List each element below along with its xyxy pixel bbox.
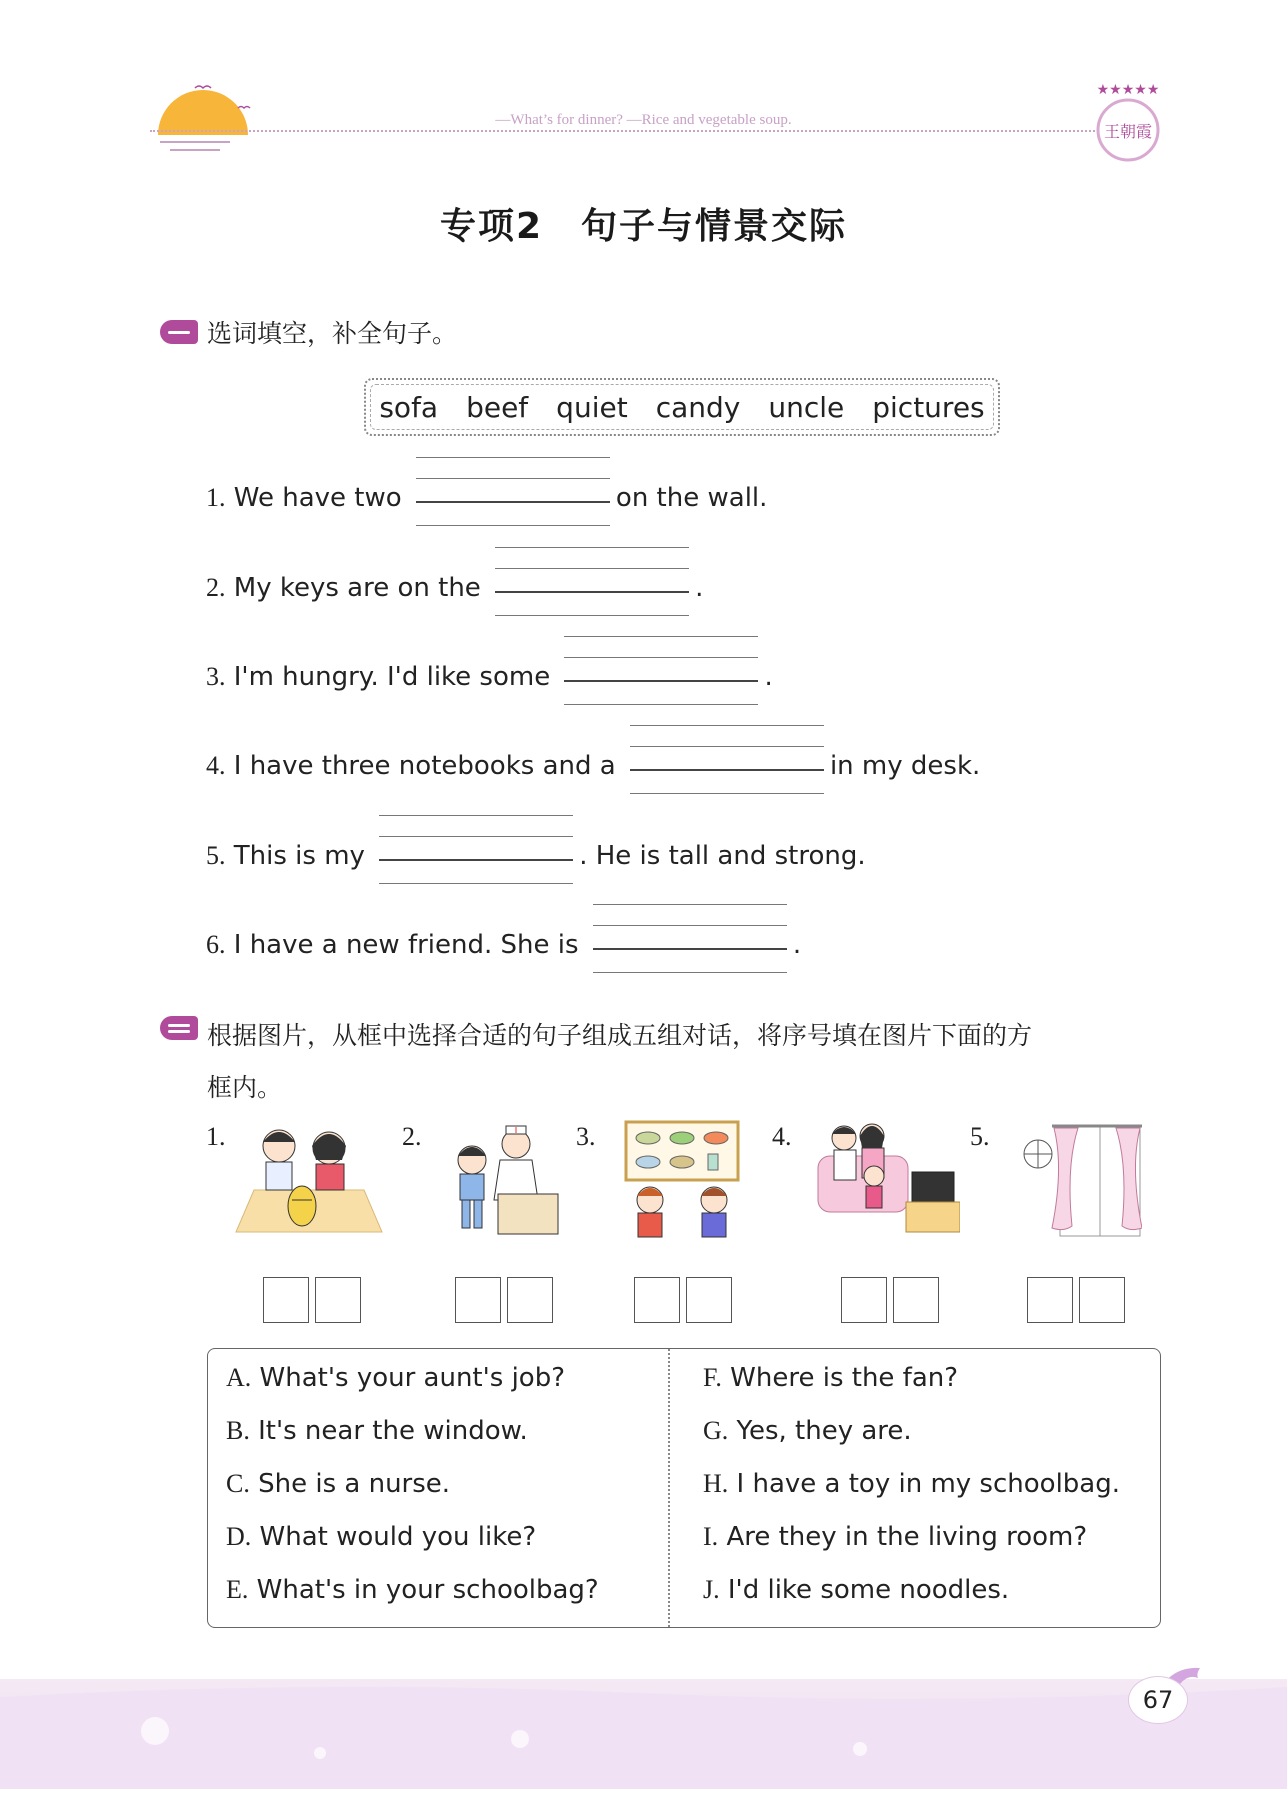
picture-number: 2. <box>402 1122 422 1151</box>
option-text: Yes, they are. <box>736 1416 912 1446</box>
sentence-4 <box>206 746 980 786</box>
sentence-text-before: This is my <box>233 841 365 871</box>
sentence-text-after: . <box>695 573 704 603</box>
sentence-number: 2. <box>206 573 226 602</box>
sentence-3 <box>206 657 773 697</box>
section-one-heading: 选词填空，补全句子。 <box>207 319 458 348</box>
answer-blank[interactable] <box>379 837 573 877</box>
sentence-text-before: We have two <box>233 483 402 513</box>
answer-boxes-2 <box>455 1277 553 1323</box>
answer-box[interactable] <box>1027 1277 1073 1323</box>
section-two-heading-line: 框内。 <box>207 1073 283 1102</box>
option-letter: I. <box>703 1522 719 1551</box>
option-b <box>226 1416 528 1446</box>
option-text: What would you like? <box>259 1522 537 1552</box>
word-bank-item: candy <box>655 390 741 424</box>
option-g <box>703 1416 912 1446</box>
answer-box[interactable] <box>455 1277 501 1323</box>
sentence-text-after: on the wall. <box>615 483 768 513</box>
option-letter: J. <box>703 1575 720 1604</box>
option-h <box>703 1469 1120 1499</box>
option-i <box>703 1522 1087 1552</box>
options-box <box>207 1348 1161 1628</box>
answer-boxes-5 <box>1027 1277 1125 1323</box>
options-divider <box>668 1349 670 1627</box>
sentence-text-before: My keys are on the <box>233 573 481 603</box>
word-bank <box>364 378 1000 436</box>
word-bank-item: sofa <box>379 390 439 424</box>
nurse-child-illustration <box>444 1120 560 1238</box>
sentence-text-after: . He is tall and strong. <box>579 841 866 871</box>
sentence-number: 6. <box>206 930 226 959</box>
option-letter: H. <box>703 1469 729 1498</box>
section-two-heading-line: 根据图片，从框中选择合适的句子组成五组对话，将序号填在图片下面的方 <box>207 1021 1033 1050</box>
family-tv-illustration <box>814 1120 960 1236</box>
answer-box[interactable] <box>1079 1277 1125 1323</box>
option-letter: G. <box>703 1416 729 1445</box>
option-text: What's your aunt's job? <box>259 1363 566 1393</box>
answer-box[interactable] <box>507 1277 553 1323</box>
option-text: She is a nurse. <box>258 1469 451 1499</box>
sentence-text-after: in my desk. <box>829 751 981 781</box>
section-two-badge <box>160 1016 198 1040</box>
option-e <box>226 1575 599 1605</box>
answer-boxes-3 <box>634 1277 732 1323</box>
sentence-text-after: . <box>764 662 773 692</box>
menu-board-illustration <box>622 1120 742 1240</box>
option-text: Are they in the living room? <box>726 1522 1088 1552</box>
sentence-number: 4. <box>206 751 226 780</box>
picture-number: 3. <box>576 1122 596 1151</box>
answer-blank[interactable] <box>630 747 824 787</box>
option-d <box>226 1522 536 1552</box>
page-number: 67 <box>1128 1676 1188 1724</box>
option-letter: D. <box>226 1522 252 1551</box>
section-one-badge <box>160 320 198 344</box>
picture-number: 1. <box>206 1122 226 1151</box>
answer-box[interactable] <box>315 1277 361 1323</box>
sentence-5 <box>206 836 866 876</box>
option-letter: A. <box>226 1363 252 1392</box>
answer-boxes-1 <box>263 1277 361 1323</box>
option-c <box>226 1469 450 1499</box>
footer-bubbles-icon <box>0 1679 1287 1789</box>
option-letter: B. <box>226 1416 250 1445</box>
word-bank-item: pictures <box>872 390 985 424</box>
svg-text:★★★★★: ★★★★★ <box>1096 82 1160 98</box>
option-text: I have a toy in my schoolbag. <box>736 1469 1120 1499</box>
option-a <box>226 1363 565 1393</box>
answer-blank[interactable] <box>416 479 610 519</box>
answer-boxes-4 <box>841 1277 939 1323</box>
word-bank-item: quiet <box>556 390 628 424</box>
sentence-6 <box>206 925 801 965</box>
option-letter: E. <box>226 1575 249 1604</box>
answer-blank[interactable] <box>495 569 689 609</box>
logo-seal-icon <box>1090 80 1166 166</box>
sentence-text-before: I have a new friend. She is <box>233 930 579 960</box>
option-text: It's near the window. <box>258 1416 528 1446</box>
section-two-heading <box>207 1010 1032 1114</box>
answer-blank[interactable] <box>564 658 758 698</box>
sentence-1 <box>206 478 767 518</box>
option-text: What's in your schoolbag? <box>256 1575 599 1605</box>
picture-number: 5. <box>970 1122 990 1151</box>
header-quote: —What’s for dinner? —Rice and vegetable soup. <box>495 112 792 128</box>
svg-text:王朝霞: 王朝霞 <box>1103 122 1153 141</box>
option-text: I'd like some noodles. <box>727 1575 1010 1605</box>
word-bank-item: uncle <box>768 390 845 424</box>
answer-box[interactable] <box>263 1277 309 1323</box>
window-fan-illustration <box>1012 1120 1142 1240</box>
footer-band <box>0 1679 1287 1789</box>
sentence-number: 5. <box>206 841 226 870</box>
answer-box[interactable] <box>634 1277 680 1323</box>
option-letter: C. <box>226 1469 250 1498</box>
sentence-2 <box>206 568 703 608</box>
page-title: 专项2 句子与情景交际 <box>439 206 848 247</box>
sentence-text-before: I'm hungry. I'd like some <box>233 662 551 692</box>
word-bank-item: beef <box>466 390 529 424</box>
option-text: Where is the fan? <box>730 1363 959 1393</box>
sentence-text-after: . <box>792 930 802 960</box>
answer-box[interactable] <box>893 1277 939 1323</box>
picture-number: 4. <box>772 1122 792 1151</box>
sentence-number: 3. <box>206 662 226 691</box>
option-letter: F. <box>703 1363 722 1392</box>
sentence-number: 1. <box>206 483 226 512</box>
answer-blank[interactable] <box>593 926 787 966</box>
answer-box[interactable] <box>686 1277 732 1323</box>
children-schoolbag-illustration <box>234 1120 384 1238</box>
sentence-text-before: I have three notebooks and a <box>233 751 616 781</box>
publisher-logo <box>1090 80 1166 166</box>
option-j <box>703 1575 1009 1605</box>
answer-box[interactable] <box>841 1277 887 1323</box>
header-rule <box>150 130 1095 132</box>
option-f <box>703 1363 958 1393</box>
